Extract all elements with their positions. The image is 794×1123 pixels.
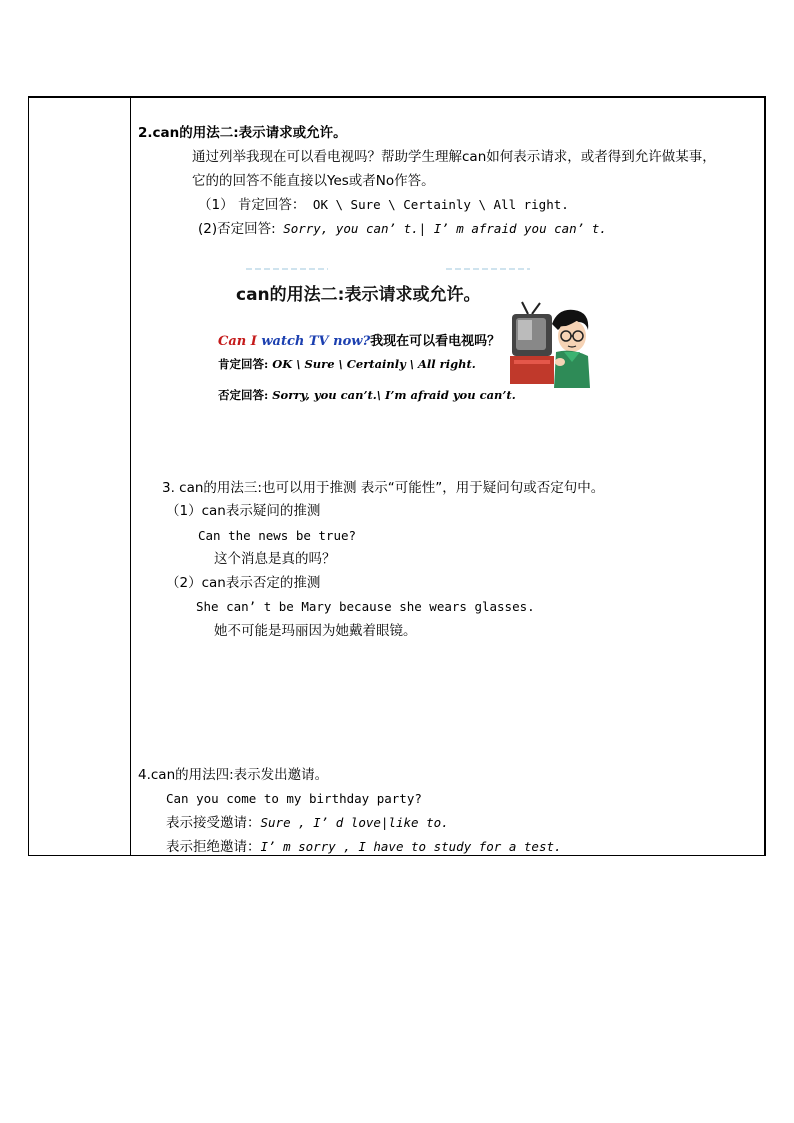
accept-label: 表示接受邀请： [166, 815, 261, 831]
slide-question [218, 330, 500, 349]
section3-sub2-english: She can’ t be Mary because she wears glasses. [196, 599, 535, 614]
section3-sub2-chinese: 她不可能是玛丽因为她戴着眼镜。 [214, 623, 417, 639]
section4-example: Can you come to my birthday party? [166, 791, 422, 806]
slide-question-cn: 我现在可以看电视吗？ [370, 334, 501, 349]
table-right-border [764, 96, 766, 856]
slide-negative-label: 否定回答: [218, 388, 269, 402]
section3-sub1: （1）can表示疑问的推测 [166, 503, 321, 519]
section2-heading: 2.can的用法二:表示请求或允许。 [138, 125, 347, 141]
section3-heading: 3. can的用法三:也可以用于推测 表示“可能性”，用于疑问句或否定句中。 [162, 480, 605, 496]
section2-desc-line2: 它的的回答不能直接以Yes或者No作答。 [192, 173, 435, 189]
section3-sub1-chinese: 这个消息是真的吗？ [214, 551, 336, 567]
slide-negative-text: Sorry, you can’t.\ I’m afraid you can’t. [268, 388, 516, 402]
slide-question-blue: watch TV now? [256, 334, 371, 349]
section4-heading: 4.can的用法四:表示发出邀请。 [138, 767, 329, 783]
slide-decoration-right [446, 268, 530, 270]
section2-negative-answer [198, 221, 607, 237]
section4-accept [166, 815, 449, 831]
section2-desc-line1: 通过列举我现在可以看电视吗？帮助学生理解can如何表示请求，或者得到允许做某事， [192, 149, 716, 165]
slide-question-red: Can I [218, 334, 257, 349]
positive-answer-text: OK \ Sure \ Certainly \ All right. [305, 197, 569, 212]
decline-label: 表示拒绝邀请： [166, 839, 261, 855]
slide-positive-text: OK \ Sure \ Certainly \ All right. [268, 357, 476, 371]
accept-text: Sure , I’ d love|like to. [260, 815, 449, 830]
section3-sub1-english: Can the news be true? [198, 528, 357, 543]
slide-positive-label: 肯定回答: [218, 357, 269, 371]
slide-positive [218, 356, 476, 372]
positive-answer-label: （1） 肯定回答： [198, 197, 306, 213]
negative-answer-text: Sorry, you can’ t.| I’ m afraid you can’ t. [275, 221, 607, 236]
table-column-divider [130, 96, 131, 856]
decline-text: I’ m sorry , I have to study for a test. [260, 839, 562, 854]
negative-answer-label: (2)否定回答: [198, 221, 276, 237]
section3-sub2: （2）can表示否定的推测 [166, 575, 321, 591]
slide-title: can的用法二:表示请求或允许。 [236, 285, 481, 305]
section4-decline [166, 839, 562, 855]
section2-positive-answer [198, 197, 569, 213]
slide-decoration-left [246, 268, 328, 270]
boy-watching-tv-illustration [508, 300, 592, 388]
slide-negative [218, 387, 516, 403]
